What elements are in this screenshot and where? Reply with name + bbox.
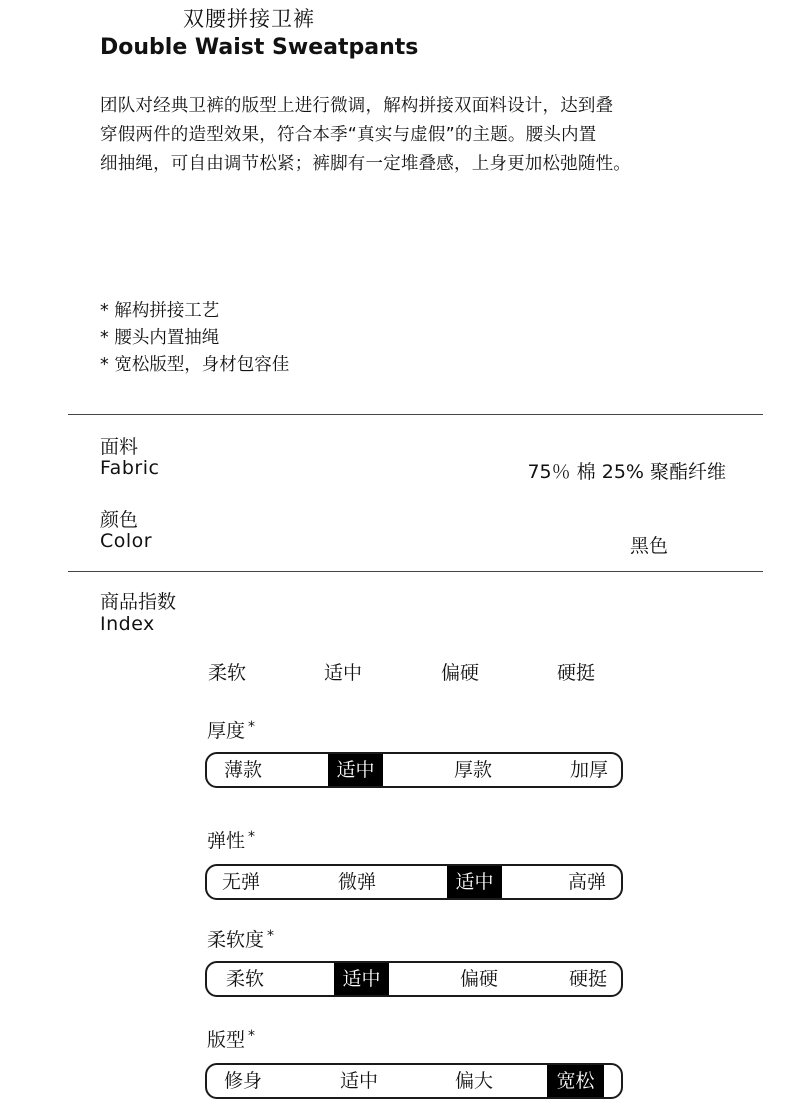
scale-option: 加厚 [569, 759, 608, 781]
scale-header-item: 硬挺 [557, 662, 596, 684]
description-line: 细抽绳，可自由调节松紧；裤脚有一定堆叠感，上身更加松弛随性。 [100, 154, 631, 174]
index-label-en: Index [100, 613, 155, 635]
feature-list [100, 298, 289, 379]
color-label-cn: 颜色 [100, 509, 139, 531]
index-label-cn: 商品指数 [100, 591, 177, 613]
scale-option: 偏硬 [459, 968, 498, 990]
scale-header-item: 偏硬 [441, 662, 480, 684]
index-scale-bar [205, 961, 623, 997]
color-label-en: Color [100, 530, 153, 552]
scale-option: 高弹 [567, 871, 606, 893]
index-scale-bar [205, 864, 623, 900]
index-scale-bar [205, 1063, 623, 1099]
scale-option: 修身 [223, 1070, 262, 1092]
scale-option: 微弹 [337, 871, 376, 893]
index-row-label: 版型 * [207, 1028, 256, 1051]
scale-header-item: 适中 [324, 662, 363, 684]
scale-option: 薄款 [223, 759, 262, 781]
scale-option: 偏大 [454, 1070, 493, 1092]
feature-item: * 解构拼接工艺 [100, 301, 220, 321]
divider [68, 414, 763, 415]
product-description [100, 92, 740, 179]
scale-option: 宽松 [547, 1065, 604, 1097]
index-row-label: 柔软度 * [207, 928, 275, 951]
scale-option: 适中 [339, 1070, 378, 1092]
fabric-label-en: Fabric [100, 457, 160, 479]
scale-option: 厚款 [453, 759, 492, 781]
product-title-cn: 双腰拼接卫裤 [183, 7, 315, 31]
scale-option: 无弹 [221, 871, 260, 893]
fabric-value: 75％ 棉 25% 聚酯纤维 [527, 461, 726, 483]
product-title-en: Double Waist Sweatpants [100, 35, 419, 60]
scale-option: 适中 [447, 866, 502, 898]
index-scale-bar [205, 752, 623, 788]
scale-header-item: 柔软 [208, 662, 247, 684]
index-row-label: 弹性 * [207, 829, 256, 852]
scale-option: 适中 [328, 754, 383, 786]
feature-item: * 宽松版型，身材包容佳 [100, 355, 290, 375]
scale-option: 柔软 [225, 968, 264, 990]
scale-option: 适中 [334, 963, 389, 995]
color-value: 黑色 [629, 535, 668, 557]
fabric-label-cn: 面料 [100, 436, 139, 458]
scale-option: 硬挺 [568, 968, 607, 990]
description-line: 穿假两件的造型效果，符合本季“真实与虚假”的主题。腰头内置 [100, 125, 597, 145]
feature-item: * 腰头内置抽绳 [100, 328, 220, 348]
description-line: 团队对经典卫裤的版型上进行微调，解构拼接双面料设计，达到叠 [100, 96, 614, 116]
index-row-label: 厚度 * [207, 719, 256, 742]
divider [68, 571, 763, 572]
